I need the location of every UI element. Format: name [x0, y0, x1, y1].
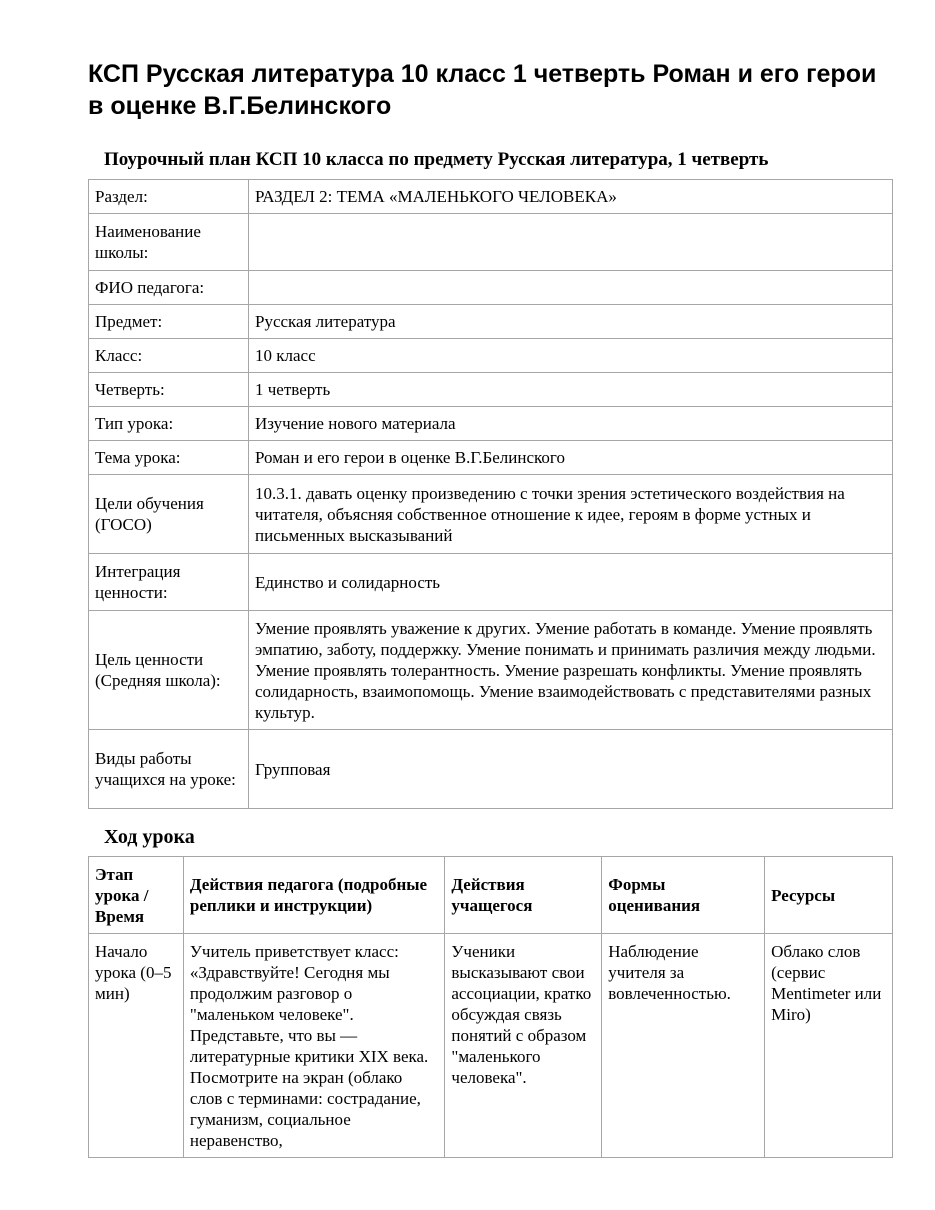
resources-cell: Облако слов (сервис Mentimeter или Miro)	[765, 934, 893, 1158]
info-value	[249, 214, 893, 271]
lesson-row	[89, 934, 893, 1158]
info-row-lesson-topic	[89, 441, 893, 475]
info-label: Четверть:	[89, 373, 249, 407]
info-row-section	[89, 180, 893, 214]
info-value: Единство и солидарность	[249, 554, 893, 611]
info-value: Изучение нового материала	[249, 407, 893, 441]
assessment-cell: Наблюдение учителя за вовлеченностью.	[602, 934, 765, 1158]
info-row-school	[89, 214, 893, 271]
info-label: Интеграция ценности:	[89, 554, 249, 611]
info-label: ФИО педагога:	[89, 271, 249, 305]
info-value: Русская литература	[249, 305, 893, 339]
lesson-progress-table	[88, 856, 893, 1158]
column-header-assessment: Формы оценивания	[602, 857, 765, 934]
lesson-stage-cell: Начало урока (0–5 мин)	[89, 934, 184, 1158]
column-header-student-actions: Действия учащегося	[445, 857, 602, 934]
plan-subtitle: Поурочный план КСП 10 класса по предмету Русская литература, 1 четверть	[104, 149, 769, 170]
info-row-quarter	[89, 373, 893, 407]
info-label: Класс:	[89, 339, 249, 373]
info-value: 10.3.1. давать оценку произведению с точки зрения эстетического воздействия на читателя, объясняя собственное отношение к идее, героям в форме устных и письменных высказываний	[249, 475, 893, 554]
lesson-info-table	[88, 179, 893, 809]
info-row-subject	[89, 305, 893, 339]
student-actions-cell: Ученики высказывают свои ассоциации, кратко обсуждая связь понятий с образом "маленького человека".	[445, 934, 602, 1158]
info-row-learning-goals	[89, 475, 893, 554]
info-value: РАЗДЕЛ 2: ТЕМА «МАЛЕНЬКОГО ЧЕЛОВЕКА»	[249, 180, 893, 214]
info-row-grade	[89, 339, 893, 373]
column-header-teacher-actions: Действия педагога (подробные реплики и инструкции)	[183, 857, 445, 934]
info-row-value-goal	[89, 611, 893, 730]
info-label: Тема урока:	[89, 441, 249, 475]
lesson-progress-heading: Ход урока	[104, 826, 195, 848]
column-header-stage: Этап урока / Время	[89, 857, 184, 934]
info-label: Раздел:	[89, 180, 249, 214]
info-label: Наименование школы:	[89, 214, 249, 271]
info-row-lesson-type	[89, 407, 893, 441]
info-label: Цель ценности (Средняя школа):	[89, 611, 249, 730]
info-label: Виды работы учащихся на уроке:	[89, 730, 249, 809]
info-value: Умение проявлять уважение к других. Умение работать в команде. Умение проявлять эмпатию, заботу, поддержку. Умение понимать и принимать различия между людьми. Умение проявлять толерантность. Умение разрешать конфликты. Умение проявлять солидарность, взаимопомощь. Умение взаимодействовать с представителями разных культур.	[249, 611, 893, 730]
info-row-value-integration	[89, 554, 893, 611]
info-value: 10 класс	[249, 339, 893, 373]
info-value: Роман и его герои в оценке В.Г.Белинского	[249, 441, 893, 475]
info-value: 1 четверть	[249, 373, 893, 407]
teacher-actions-cell: Учитель приветствует класс: «Здравствуйте! Сегодня мы продолжим разговор о "маленьком человеке". Представьте, что вы — литературные критики XIX века. Посмотрите на экран (облако слов с терминами: сострадание, гуманизм, социальное неравенство,	[183, 934, 445, 1158]
info-label: Цели обучения (ГОСО)	[89, 475, 249, 554]
info-value: Групповая	[249, 730, 893, 809]
column-header-resources: Ресурсы	[765, 857, 893, 934]
info-value	[249, 271, 893, 305]
info-row-teacher	[89, 271, 893, 305]
lesson-header-row	[89, 857, 893, 934]
info-label: Предмет:	[89, 305, 249, 339]
info-row-work-types	[89, 730, 893, 809]
document-title: КСП Русская литература 10 класс 1 четверть Роман и его герои в оценке В.Г.Белинского	[88, 60, 877, 120]
info-label: Тип урока:	[89, 407, 249, 441]
